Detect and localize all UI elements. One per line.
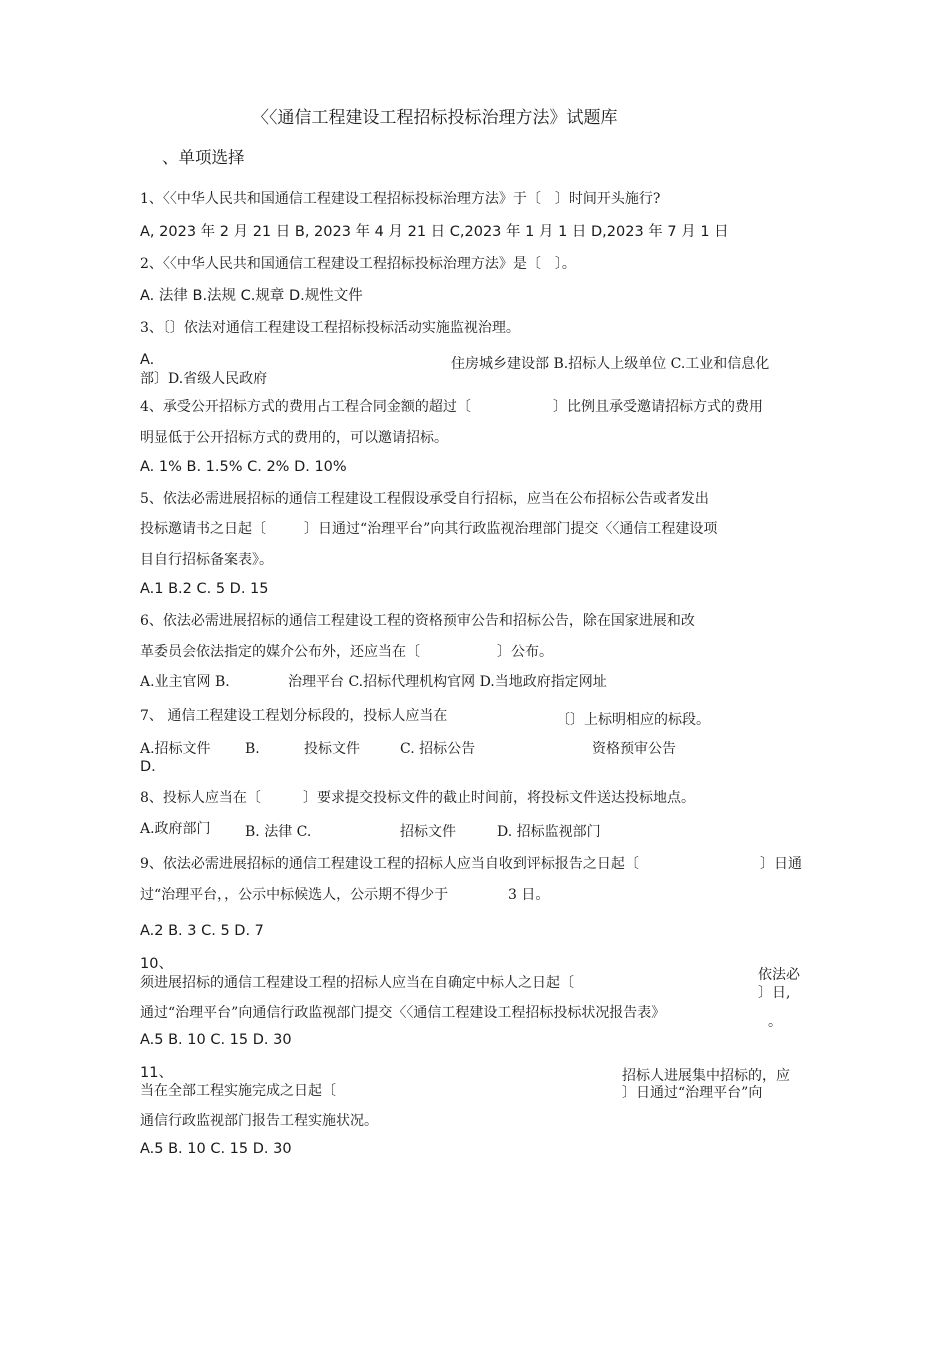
q2-options: A. 法律 B.法规 C.规章 D.规性文件 bbox=[140, 288, 363, 304]
q10-right-line3: 。 bbox=[768, 1014, 782, 1030]
q5-stem-line1: 5、依法必需进展招标的通信工程建设工程假设承受自行招标，应当在公布招标公告或者发出 bbox=[140, 491, 709, 507]
q4-options: A. 1% B. 1.5% C. 2% D. 10% bbox=[140, 459, 347, 475]
q3-options-right: 住房城乡建设部 B.招标人上级单位 C.工业和信息化 bbox=[451, 356, 770, 372]
q11-stem-line2: 通信行政监视部门报告工程实施状况。 bbox=[140, 1113, 378, 1129]
q5-options: A.1 B.2 C. 5 D. 15 bbox=[140, 581, 269, 597]
q7-stem-right: 〔〕上标明相应的标段。 bbox=[556, 712, 710, 728]
q10-stem-line1: 须进展招标的通信工程建设工程的招标人应当在自确定中标人之日起〔 bbox=[140, 975, 574, 991]
q7-option-d: 资格预审公告 bbox=[592, 741, 676, 757]
q8-option-d: D. 招标监视部门 bbox=[497, 824, 601, 840]
q7-option-a: A.招标文件 bbox=[140, 741, 211, 757]
q5-stem-line3: 目自行招标备案表》。 bbox=[140, 552, 273, 568]
q4-stem-right: 〕比例且承受邀请招标方式的费用 bbox=[553, 399, 763, 415]
q7-option-d-label: D. bbox=[140, 759, 156, 775]
q10-right-line1: 依法必 bbox=[758, 967, 800, 983]
q6-stem-line2-right: 〕公布。 bbox=[497, 644, 553, 660]
q11-right-line2: 〕日通过“治理平台”向 bbox=[622, 1085, 763, 1101]
q11-right-line1: 招标人进展集中招标的，应 bbox=[622, 1068, 790, 1084]
q10-stem-line2: 通过“治理平台”向通信行政监视部门提交〈〈通信工程建设工程招标投标状况报告表》 bbox=[140, 1005, 666, 1021]
q7-option-b: 投标文件 bbox=[304, 741, 360, 757]
q9-stem-right: 〕日通 bbox=[760, 856, 802, 872]
q8-option-bc: B. 法律 C. bbox=[245, 824, 312, 840]
q1-options: A, 2023 年 2 月 21 日 B, 2023 年 4 月 21 日 C,2023 年 1 月 1 日 D,2023 年 7 月 1 日 bbox=[140, 224, 729, 240]
q10-right-line2: 〕日, bbox=[758, 985, 791, 1001]
q8-option-c: 招标文件 bbox=[400, 824, 456, 840]
q6-options-rest: 治理平台 C.招标代理机构官网 D.当地政府指定网址 bbox=[288, 674, 607, 690]
q4-stem-left: 4、承受公开招标方式的费用占工程合同金额的超过〔 bbox=[140, 399, 471, 415]
document-title: 〈〈通信工程建设工程招标投标治理方法》试题库 bbox=[252, 108, 618, 128]
section-heading: 、单项选择 bbox=[162, 148, 245, 167]
q2-stem: 2、〈〈中华人民共和国通信工程建设工程招标投标治理方法》是〔 〕。 bbox=[140, 256, 576, 272]
q3-option-a-label: A. bbox=[140, 352, 155, 368]
q10-number: 10、 bbox=[140, 956, 173, 972]
q1-stem: 1、〈〈中华人民共和国通信工程建设工程招标投标治理方法》于〔 〕时间开头施行? bbox=[140, 191, 661, 207]
q8-stem-left: 8、投标人应当在〔 bbox=[140, 790, 261, 806]
q3-stem: 3、〔〕依法对通信工程建设工程招标投标活动实施监视治理。 bbox=[140, 320, 520, 336]
q7-option-b-label: B. bbox=[245, 741, 260, 757]
q10-options: A.5 B. 10 C. 15 D. 30 bbox=[140, 1032, 292, 1048]
q11-options: A.5 B. 10 C. 15 D. 30 bbox=[140, 1141, 292, 1157]
q4-stem-line2: 明显低于公开招标方式的费用的，可以邀请招标。 bbox=[140, 430, 448, 446]
q3-options-continued: 部〕D.省级人民政府 bbox=[140, 371, 268, 387]
q5-stem-line2-left: 投标邀请书之日起〔 bbox=[140, 521, 266, 537]
q7-option-c: C. 招标公告 bbox=[400, 741, 476, 757]
q6-stem-line2-left: 革委员会依法指定的媒介公布外，还应当在〔 bbox=[140, 644, 420, 660]
q8-stem-right: 〕要求提交投标文件的截止时间前，将投标文件送达投标地点。 bbox=[303, 790, 695, 806]
q11-number: 11、 bbox=[140, 1065, 173, 1081]
q9-stem-line2-left: 过“治理平台，，公示中标候选人，公示期不得少于 bbox=[140, 887, 449, 903]
q9-options: A.2 B. 3 C. 5 D. 7 bbox=[140, 923, 264, 939]
q6-option-a: A.业主官网 B. bbox=[140, 674, 230, 690]
q9-stem-left: 9、依法必需进展招标的通信工程建设工程的招标人应当自收到评标报告之日起〔 bbox=[140, 856, 639, 872]
q7-stem-left: 7、 通信工程建设工程划分标段的，投标人应当在 bbox=[140, 708, 448, 724]
q11-stem-line1: 当在全部工程实施完成之日起〔 bbox=[140, 1083, 336, 1099]
q9-stem-line2-right: 3 日。 bbox=[508, 887, 550, 903]
q6-stem-line1: 6、依法必需进展招标的通信工程建设工程的资格预审公告和招标公告，除在国家进展和改 bbox=[140, 613, 695, 629]
q8-option-a: A.政府部门 bbox=[140, 821, 211, 837]
q5-stem-line2-right: 〕日通过“治理平台”向其行政监视治理部门提交〈〈通信工程建设项 bbox=[304, 521, 718, 537]
